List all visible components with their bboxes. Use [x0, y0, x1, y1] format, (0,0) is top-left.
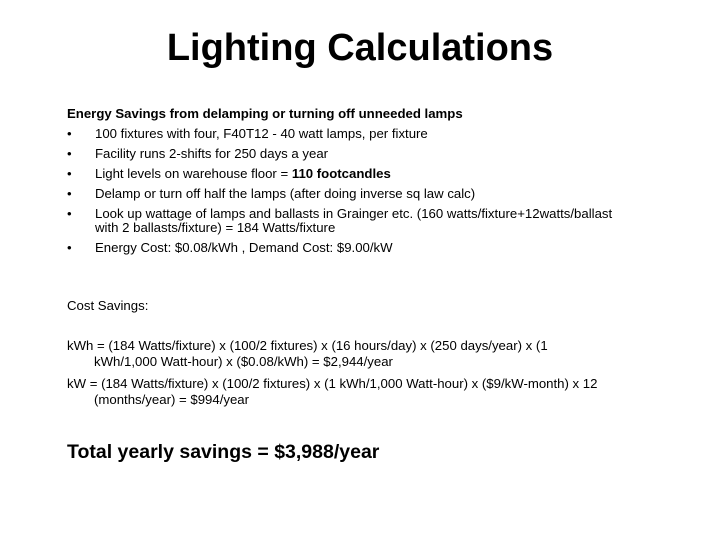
slide-content — [67, 104, 697, 462]
bullet-text: Light levels on warehouse floor = — [95, 166, 292, 181]
formula-line: kWh = (184 Watts/fixture) x (100/2 fixtures) x (16 hours/day) x (250 days/year) x (1 — [67, 338, 548, 353]
bullet-item — [67, 238, 697, 258]
bullet-icon: • — [67, 146, 72, 161]
bullet-text: Delamp or turn off half the lamps (after doing inverse sq law calc) — [95, 186, 476, 201]
slide-title: Lighting Calculations — [166, 27, 554, 69]
bullet-text-emphasis: 110 footcandles — [291, 166, 391, 181]
kwh-formula — [67, 338, 697, 370]
total-savings: Total yearly savings = $3,988/year — [67, 441, 380, 463]
bullet-list — [67, 124, 697, 258]
formula-line: (months/year) = $994/year — [94, 392, 250, 407]
bullet-item — [67, 144, 697, 164]
bullet-icon: • — [67, 206, 72, 221]
bullet-item — [67, 124, 697, 144]
bullet-item — [67, 164, 697, 184]
formula-line: kW = (184 Watts/fixture) x (100/2 fixtures) x (1 kWh/1,000 Watt-hour) x ($9/kW-month) x 12 — [67, 376, 598, 391]
bullet-icon: • — [67, 186, 72, 201]
bullet-text-continuation: with 2 ballasts/fixture) = 184 Watts/fixture — [95, 220, 336, 235]
bullet-text: 100 fixtures with four, F40T12 - 40 watt lamps, per fixture — [95, 126, 428, 141]
kw-formula — [67, 376, 697, 408]
section-heading: Energy Savings from delamping or turning off unneeded lamps — [67, 106, 463, 121]
bullet-text: Energy Cost: $0.08/kWh , Demand Cost: $9.00/kW — [95, 240, 393, 255]
cost-savings-heading: Cost Savings: — [67, 298, 149, 313]
formula-line: kWh/1,000 Watt-hour) x ($0.08/kWh) = $2,944/year — [94, 354, 393, 369]
bullet-text: Facility runs 2-shifts for 250 days a year — [95, 146, 329, 161]
bullet-icon: • — [67, 166, 72, 181]
bullet-item — [67, 204, 697, 235]
bullet-text: Look up wattage of lamps and ballasts in Grainger etc. (160 watts/fixture+12watts/ballast — [95, 206, 613, 221]
bullet-icon: • — [67, 126, 72, 141]
bullet-item — [67, 184, 697, 204]
bullet-icon: • — [67, 240, 72, 255]
